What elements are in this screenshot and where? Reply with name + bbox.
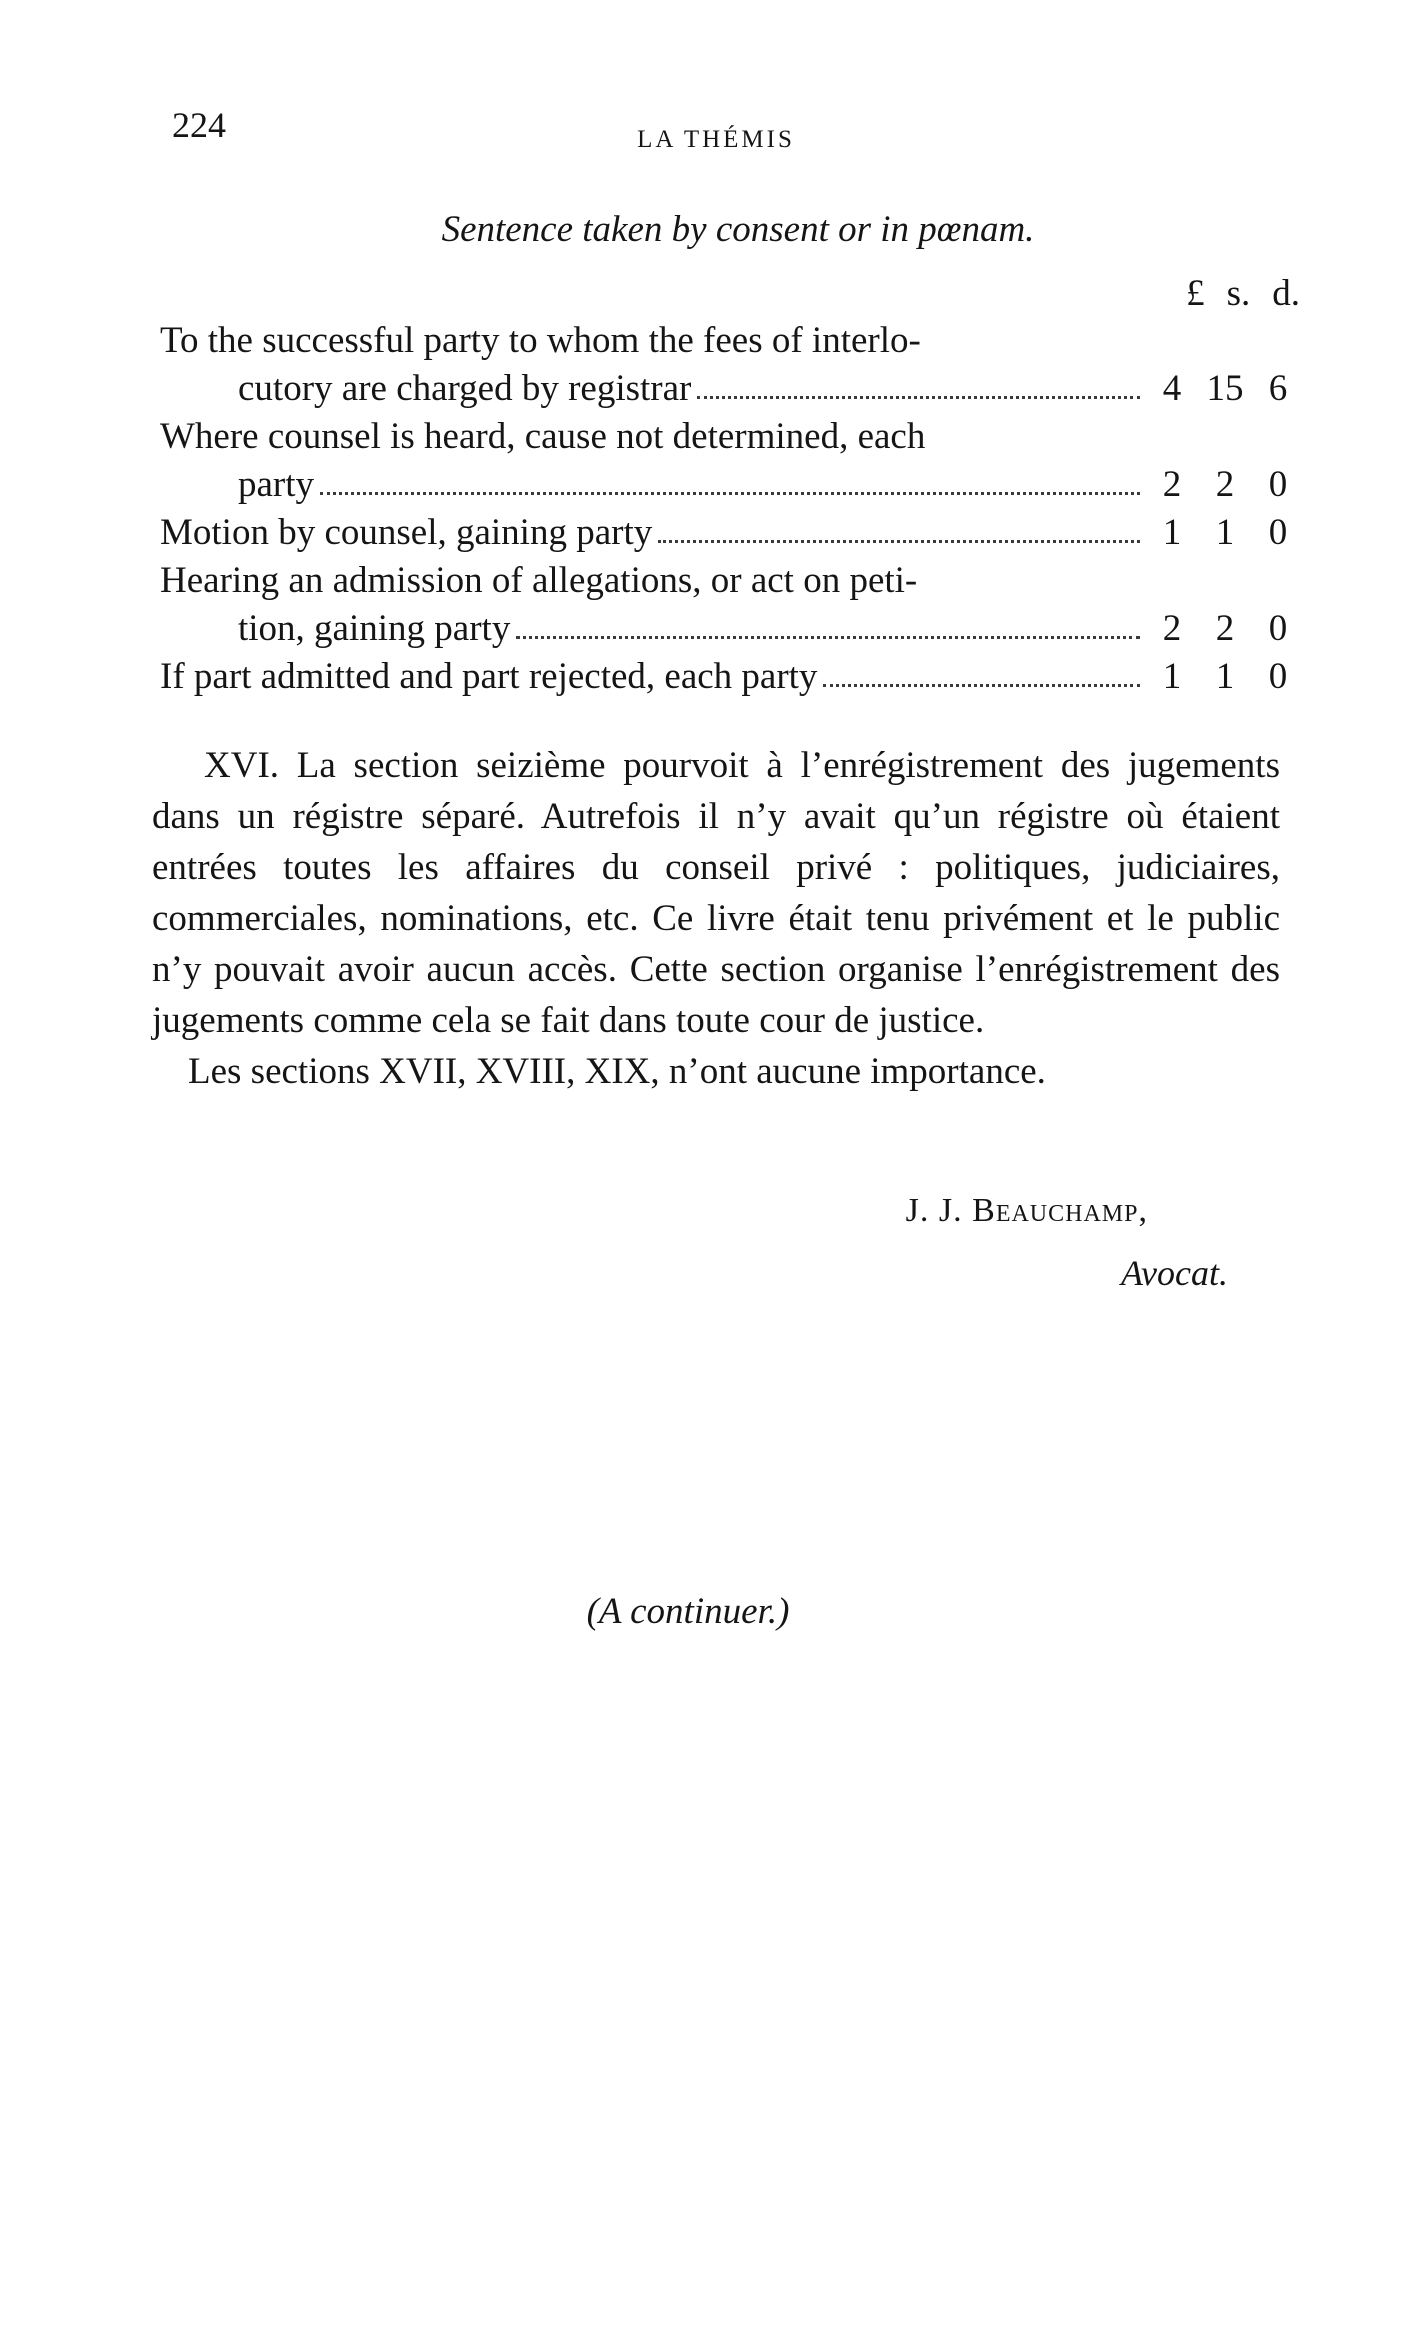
fee-entry-line: Motion by counsel, gaining party (160, 512, 653, 553)
author-name: J. J. Beauchamp, (905, 1192, 1148, 1229)
fee-entry-line: party (238, 464, 315, 505)
dot-leader (823, 683, 1140, 687)
running-title-text: LA THÉMIS (637, 126, 795, 153)
body-text (152, 740, 1280, 1097)
fee-entry-line: To the successful party to whom the fees of interlo- (160, 320, 921, 361)
author-role: Avocat. (1121, 1253, 1228, 1293)
fee-entry-line: tion, gaining party (238, 608, 511, 649)
dot-leader (320, 491, 1140, 495)
amount-pounds: 1 (1162, 512, 1182, 553)
paragraph-section-xvi: XVI. La section seizième pourvoit à l’enrégistrement des jugements dans un régistre séparé. Autrefois il n’y avait qu’un régistre où étaient entrées toutes les affaires du conseil privé : politiques, judiciaires, commerciales, nominations, etc. Ce livre était tenu privément et le public n’y pouvait avoir aucun accès. Cette section organise l’enrégistrement des jugements comme cela se fait dans toute cour de justice. (152, 745, 1280, 1041)
amount-shillings: 2 (1215, 608, 1235, 649)
fee-amounts (1150, 605, 1300, 653)
fee-amounts (1150, 653, 1300, 701)
to-be-continued (0, 1590, 1416, 1633)
amount-pence: 0 (1268, 608, 1288, 649)
fee-entry-line: cutory are charged by registrar (238, 368, 692, 409)
amount-shillings: 2 (1215, 464, 1235, 505)
page-number: 224 (172, 105, 226, 145)
column-shillings: s. (1226, 273, 1251, 314)
table-caption-text: Sentence taken by consent or in pœnam. (441, 209, 1035, 250)
amount-pence: 0 (1268, 656, 1288, 697)
fee-amounts (1150, 461, 1300, 509)
to-be-continued-text: (A continuer.) (586, 1591, 790, 1632)
amount-shillings: 15 (1206, 368, 1244, 409)
fee-entry-line: If part admitted and part rejected, each party (160, 656, 818, 697)
dot-leader (697, 395, 1140, 399)
fee-table (160, 272, 1300, 701)
amount-pence: 0 (1268, 464, 1288, 505)
amount-pence: 0 (1268, 512, 1288, 553)
fee-table-header (160, 272, 1300, 315)
author-signature (0, 1192, 1148, 1230)
fee-amounts (1150, 509, 1300, 557)
amount-shillings: 1 (1215, 512, 1235, 553)
fee-entry (160, 557, 1300, 653)
column-pounds: £ (1186, 273, 1205, 314)
table-caption (0, 208, 1416, 251)
fee-entry (160, 413, 1300, 509)
fee-entry (160, 509, 1300, 557)
amount-pounds: 2 (1162, 464, 1182, 505)
amount-pounds: 2 (1162, 608, 1182, 649)
running-title (0, 126, 1416, 154)
amount-pounds: 4 (1162, 368, 1182, 409)
amount-pence: 6 (1268, 368, 1288, 409)
dot-leader (516, 635, 1140, 639)
paragraph-sections-xvii-xix: Les sections XVII, XVIII, XIX, n’ont aucune importance. (188, 1051, 1046, 1092)
fee-entry-line: Hearing an admission of allegations, or act on peti- (160, 560, 918, 601)
column-pence: d. (1272, 273, 1300, 314)
dot-leader (658, 539, 1140, 543)
fee-entry (160, 653, 1300, 701)
amount-shillings: 1 (1215, 656, 1235, 697)
fee-entry (160, 317, 1300, 413)
fee-entry-line: Where counsel is heard, cause not determined, each (160, 416, 926, 457)
amount-pounds: 1 (1162, 656, 1182, 697)
fee-amounts (1150, 365, 1300, 413)
